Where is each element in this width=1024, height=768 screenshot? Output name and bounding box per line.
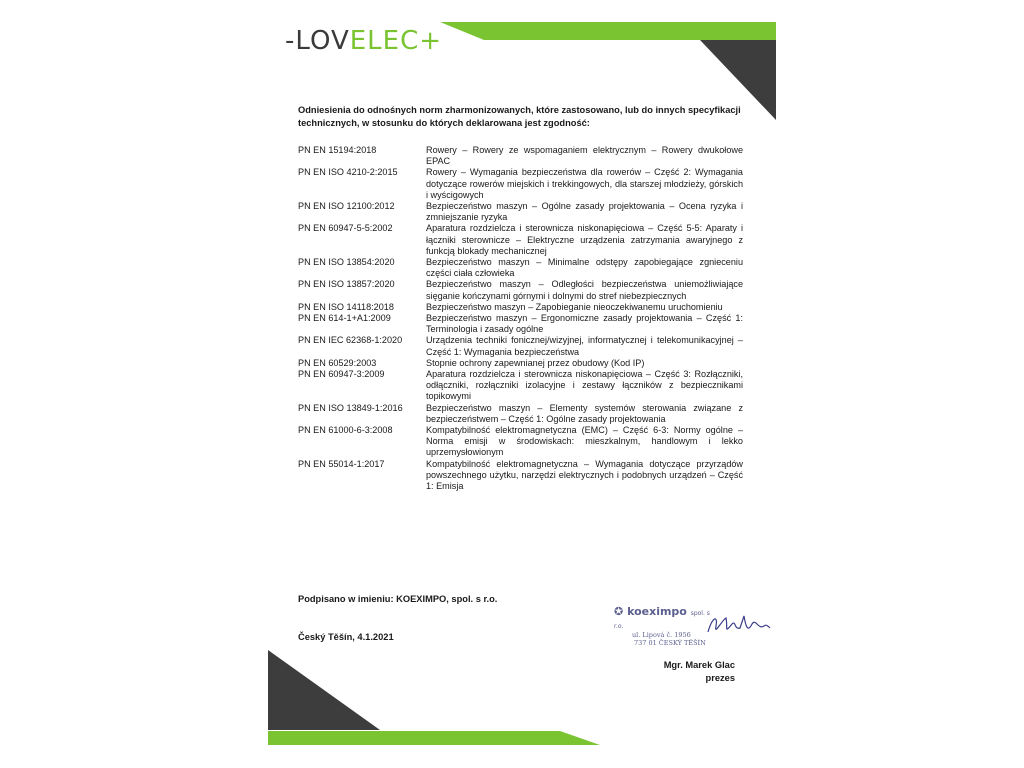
norm-row (298, 145, 743, 167)
norm-row (298, 335, 743, 357)
norm-code: PN EN 60947-5-5:2002 (298, 223, 393, 234)
signed-on-behalf: Podpisano w imieniu: KOEXIMPO, spol. s r.o. (298, 594, 498, 604)
norm-row (298, 167, 743, 201)
norm-description: Stopnie ochrony zapewnianej przez obudowy (Kod IP) (426, 357, 645, 368)
norm-code: PN EN 15194:2018 (298, 145, 377, 155)
norm-row (298, 369, 743, 403)
stamp-address: ul. Lipová č. 1956 (632, 631, 691, 639)
stamp-company-suffix: spol. s r.o. (614, 610, 710, 630)
norm-description: Bezpieczeństwo maszyn – Elementy systemów sterowania związane z bezpieczeństwem – Część 1: Ogólne zasady projektowania (426, 402, 743, 424)
bottom-green-band (268, 731, 600, 745)
norm-row (298, 302, 743, 313)
norm-row (298, 201, 743, 223)
norm-code: PN EN 61000-6-3:2008 (298, 425, 393, 436)
norm-row (298, 358, 743, 369)
norm-code: PN EN 55014-1:2017 (298, 458, 385, 469)
norm-code: PN EN ISO 13857:2020 (298, 279, 395, 290)
norm-description: Kompatybilność elektromagnetyczna (EMC) – Część 6-3: Normy ogólne – Norma emisji w środowiskach: mieszkalnym, handlowym i lekko uprzemysłowionym (426, 425, 743, 458)
norm-row (298, 313, 743, 335)
norms-list (298, 145, 743, 492)
norms-intro-heading: Odniesienia do odnośnych norm zharmonizowanych, które zastosowano, lub do innych specyfikacji technicznych, w stosunku do których deklarowana jest zgodność: (298, 105, 741, 128)
norm-code: PN EN ISO 12100:2012 (298, 201, 395, 212)
norm-code: PN EN IEC 62368-1:2020 (298, 335, 403, 346)
norm-description: Bezpieczeństwo maszyn – Ogólne zasady projektowania – Ocena ryzyka i zmniejszanie ryzyka (426, 201, 743, 223)
norm-row (298, 425, 743, 459)
norm-code: PN EN ISO 13849-1:2016 (298, 402, 403, 413)
norm-row (298, 257, 743, 279)
norm-description: Bezpieczeństwo maszyn – Minimalne odstępy zapobiegające zgnieceniu części ciała człowieka (426, 257, 743, 279)
company-stamp (614, 605, 714, 647)
norm-code: PN EN ISO 14118:2018 (298, 301, 394, 312)
norm-row (298, 279, 743, 301)
norm-code: PN EN ISO 4210-2:2015 (298, 167, 398, 178)
logo-plus: + (419, 26, 443, 56)
place-date: Český Těšín, 4.1.2021 (298, 632, 394, 642)
norm-row (298, 403, 743, 425)
norm-code: PN EN ISO 13854:2020 (298, 257, 395, 268)
bottom-left-dark-triangle (268, 650, 380, 730)
norm-description: Rowery – Wymagania bezpieczeństwa dla rowerów – Część 2: Wymagania dotyczące rowerów miejskich i trekkingowych, dla starszej młodzieży, górskich i wyścigowych (426, 167, 743, 200)
lovelec-logo (285, 26, 442, 56)
norm-description: Rowery – Rowery ze wspomaganiem elektrycznym – Rowery dwukołowe EPAC (426, 145, 743, 167)
norm-row (298, 223, 743, 257)
stamp-logo-icon: ✪ (614, 605, 624, 618)
top-green-band (440, 22, 776, 40)
norm-description: Aparatura rozdzielcza i sterownicza niskonapięciowa – Część 3: Rozłączniki, odłączniki, rozłączniki izolacyjne i zestawy łączników z bezpiecznikami topikowymi (426, 369, 743, 402)
norm-description: Bezpieczeństwo maszyn – Ergonomiczne zasady projektowania – Część 1: Terminologia i zasady ogólne (426, 313, 743, 335)
signer-name: Mgr. Marek Glac (663, 660, 735, 670)
signer-title: prezes (705, 673, 735, 683)
norm-code: PN EN 614-1+A1:2009 (298, 313, 391, 324)
logo-part-lov: LOV (295, 26, 350, 56)
norm-description: Bezpieczeństwo maszyn – Odległości bezpieczeństwa uniemożliwiające sięganie kończynami górnymi i dolnymi do stref niebezpiecznych (426, 279, 743, 301)
norm-description: Kompatybilność elektromagnetyczna – Wymagania dotyczące przyrządów powszechnego użytku, narzędzi elektrycznych i podobnych urządzeń – Część 1: Emisja (426, 458, 743, 492)
norm-description: Bezpieczeństwo maszyn – Zapobieganie nieoczekiwanemu uruchomieniu (426, 301, 723, 312)
norm-row (298, 459, 743, 493)
logo-dash: - (285, 26, 296, 56)
logo-part-elec: ELEC (349, 26, 420, 56)
norm-description: Urządzenia techniki fonicznej/wizyjnej, informatycznej i telekomunikacyjnej – Część 1: Wymagania bezpieczeństwa (426, 335, 743, 357)
signer-block (600, 659, 735, 685)
norm-description: Aparatura rozdzielcza i sterownicza niskonapięciowa – Część 5-5: Aparaty i łączniki sterownicze – Elektryczne urządzenia zatrzymania awaryjnego z funkcją blokady mechanicznej (426, 223, 743, 256)
stamp-city: 737 01 ČESKÝ TĚŠÍN (634, 639, 706, 647)
norm-code: PN EN 60947-3:2009 (298, 369, 385, 380)
stamp-company: koeximpo (627, 605, 687, 618)
norm-code: PN EN 60529:2003 (298, 357, 377, 368)
handwritten-signature (704, 610, 774, 640)
